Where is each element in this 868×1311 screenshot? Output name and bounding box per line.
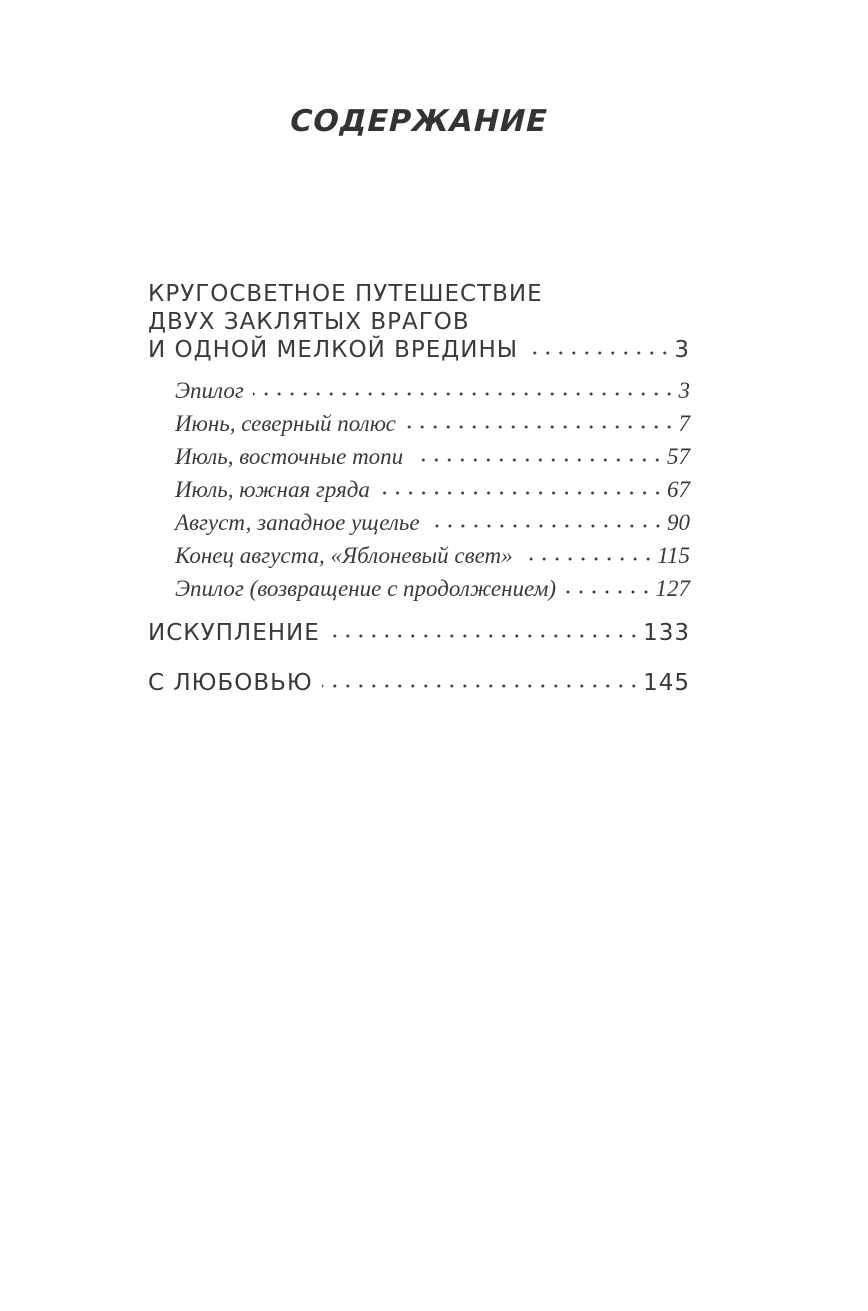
toc-entry-label: Конец августа, «Яблоневый свет» <box>175 543 513 568</box>
toc-entry-label: И ОДНОЙ МЕЛКОЙ ВРЕДИНЫ <box>148 337 519 363</box>
toc-entry <box>148 539 690 572</box>
toc-entry-label: Июль, южная гряда <box>175 477 370 502</box>
toc-entry-row <box>148 336 690 364</box>
toc-entry <box>148 407 690 440</box>
toc-page-number: 133 <box>643 620 690 646</box>
table-of-contents <box>148 280 690 697</box>
page-title: СОДЕРЖАНИЕ <box>289 104 549 139</box>
toc-entry-label-line: ДВУХ ЗАКЛЯТЫХ ВРАГОВ <box>148 309 470 335</box>
toc-entry <box>148 280 690 364</box>
toc-page-number: 57 <box>667 444 690 469</box>
toc-page-number: 127 <box>655 576 690 601</box>
toc-entry-label: Июнь, северный полюс <box>175 411 396 436</box>
toc-entry-label: Эпилог (возвращение с продолжением) <box>175 576 557 601</box>
toc-entry-row <box>175 440 690 473</box>
dot-leader <box>412 457 665 464</box>
toc-entry <box>148 669 690 697</box>
dot-leader <box>379 490 665 497</box>
toc-page-number: 7 <box>678 411 690 436</box>
toc-entry-row <box>175 374 690 407</box>
toc-entry-label: ИСКУПЛЕНИЕ <box>148 620 320 646</box>
dot-leader <box>429 523 665 530</box>
toc-entry-label: Эпилог <box>175 378 244 403</box>
toc-entry <box>148 440 690 473</box>
toc-entry-row <box>148 619 690 647</box>
toc-entry <box>148 473 690 506</box>
toc-entry <box>148 619 690 647</box>
toc-entry-label-line: КРУГОСВЕТНОЕ ПУТЕШЕСТВИЕ <box>148 281 543 307</box>
toc-page-number: 67 <box>667 477 690 502</box>
toc-page-number: 115 <box>657 543 690 568</box>
toc-entry-label: Июль, восточные топи <box>175 444 404 469</box>
dot-leader <box>565 589 653 596</box>
toc-page-number: 90 <box>667 510 690 535</box>
dot-leader <box>527 350 672 357</box>
toc-page-number: 3 <box>674 337 690 363</box>
toc-entry <box>148 506 690 539</box>
dot-leader <box>253 391 677 398</box>
dot-leader <box>329 633 641 640</box>
dot-leader <box>522 556 656 563</box>
toc-page-number: 145 <box>643 670 690 696</box>
toc-entry-row <box>175 407 690 440</box>
toc-entry-row <box>175 506 690 539</box>
toc-entry <box>148 374 690 407</box>
toc-page-number: 3 <box>678 378 690 403</box>
toc-entry-label: С ЛЮБОВЬЮ <box>148 670 313 696</box>
toc-entry <box>148 572 690 605</box>
dot-leader <box>405 424 677 431</box>
toc-entry-row <box>175 539 690 572</box>
toc-entry-row <box>175 473 690 506</box>
toc-entry-row <box>175 572 690 605</box>
toc-entry-row <box>148 669 690 697</box>
dot-leader <box>322 683 641 690</box>
toc-entry-label: Август, западное ущелье <box>175 510 420 535</box>
